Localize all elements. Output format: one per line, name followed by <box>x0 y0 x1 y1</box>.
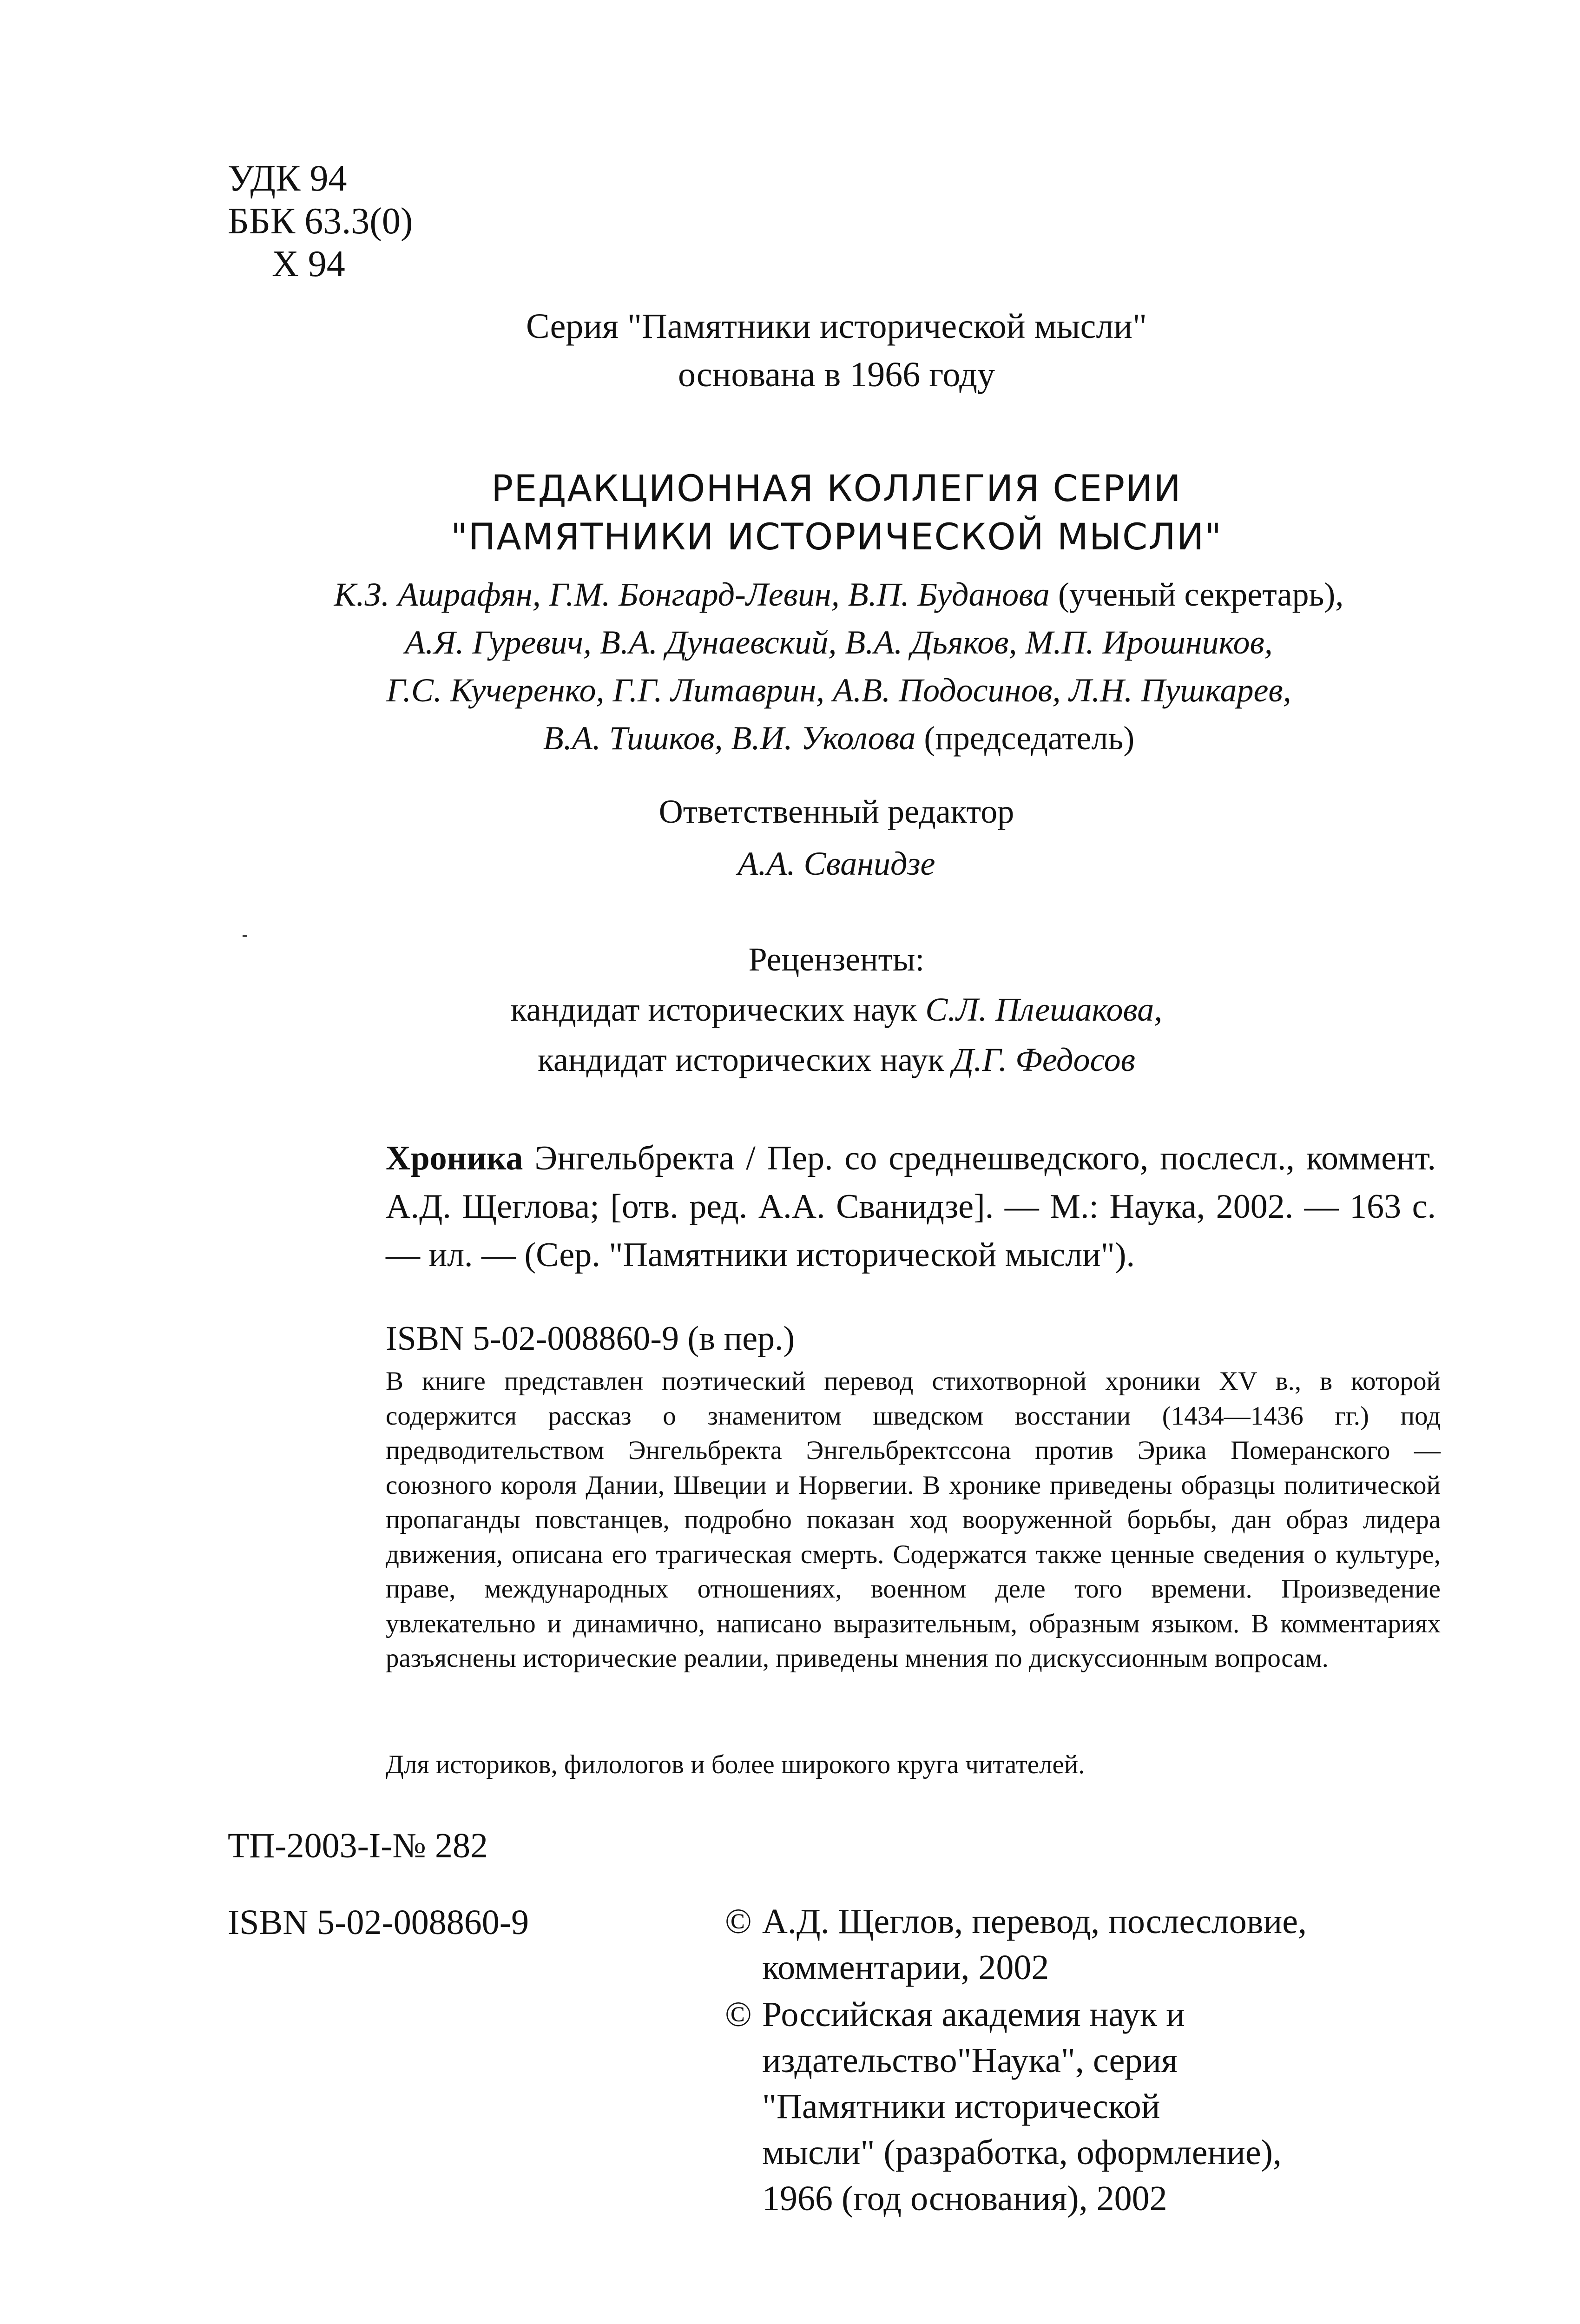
members-line-4 <box>218 714 1459 762</box>
series-line-2: основана в 1966 году <box>678 355 995 394</box>
series-line-1: Серия "Памятники исторической мысли" <box>526 307 1147 346</box>
editor-name: А.А. Сванидзе <box>737 845 935 882</box>
bibliographic-description <box>386 1134 1436 1279</box>
annotation-text: В книге представлен поэтический перевод стихотворной хроники XV в., в которой содержится рассказ о знаменитом шведском восстании (1434—1436 гг.) под предводительством Энгельбректа Энгельбректссона против Эрика Померанского — союзного короля Дании, Швеции и Норвегии. В хронике приведены образцы политической пропаганды повстанцев, подробно показан ход вооруженной борьбы, дан образ лидера движения, описана его трагическая смерть. Содержатся также ценные сведения о культуре, праве, международных отношениях, военном деле того времени. Произведение увлекательно и динамично, написано выразительным, образным языком. В комментариях разъяснены исторические реалии, приведены мнения по дискуссионным вопросам. <box>386 1367 1441 1673</box>
members-line-2: А.Я. Гуревич, В.А. Дунаевский, В.А. Дьяков, М.П. Ирошников, <box>405 624 1273 661</box>
members-role-4: (председатель) <box>915 720 1135 757</box>
copyright-1-line-2: комментарии, 2002 <box>762 1948 1049 1987</box>
book-title: Хроника <box>386 1139 523 1177</box>
editorial-board-title-1: РЕДАКЦИОННАЯ КОЛЛЕГИЯ СЕРИИ <box>491 468 1182 510</box>
editorial-board-title-2: "ПАМЯТНИКИ ИСТОРИЧЕСКОЙ МЫСЛИ" <box>450 516 1223 558</box>
udk-code: УДК 94 <box>228 158 347 199</box>
copyright-symbol-2: © <box>725 1995 752 2034</box>
isbn-binding: ISBN 5-02-008860-9 (в пер.) <box>386 1320 795 1358</box>
reviewer-2-prefix: кандидат исторических наук <box>538 1041 953 1078</box>
reviewer-2-name: Д.Г. Федосов <box>952 1041 1135 1078</box>
responsible-editor <box>325 786 1348 890</box>
copyright-symbol-1: © <box>725 1902 752 1941</box>
isbn-bottom: ISBN 5-02-008860-9 <box>228 1903 529 1942</box>
reviewers <box>325 934 1348 1085</box>
copyright-2-line-3: "Памятники исторической <box>762 2087 1160 2126</box>
bbk-code: ББК 63.3(0) <box>228 201 413 242</box>
copyright-2-line-1: Российская академия наук и <box>762 1995 1185 2034</box>
copyright-academy <box>725 1992 1468 2222</box>
members-line-3: Г.С. Кучеренко, Г.Г. Литаврин, А.В. Подосинов, Л.Н. Пушкарев, <box>386 672 1291 709</box>
author-mark: Х 94 <box>272 244 345 284</box>
copyright-2-line-4: мысли" (разработка, оформление), <box>762 2133 1282 2172</box>
members-names-4: В.А. Тишков, В.И. Уколова <box>543 720 916 757</box>
members-role-1: (ученый секретарь), <box>1049 576 1344 613</box>
stray-mark <box>243 935 247 937</box>
reviewers-label: Рецензенты: <box>748 941 925 978</box>
series-note <box>325 302 1348 399</box>
audience-note: Для историков, филологов и более широкого круга читателей. <box>386 1750 1085 1779</box>
editorial-board-heading <box>325 465 1348 561</box>
editor-label: Ответственный редактор <box>658 793 1014 830</box>
copyright-2-line-5: 1966 (год основания), 2002 <box>762 2179 1167 2218</box>
plan-number: ТП-2003-I-№ 282 <box>228 1826 488 1865</box>
reviewer-1 <box>325 984 1348 1035</box>
members-names-1: К.З. Ашрафян, Г.М. Бонгард-Левин, В.П. Буданова <box>334 576 1050 613</box>
copyright-2-line-2: издательство"Наука", серия <box>762 2041 1178 2080</box>
members-line-1 <box>218 571 1459 619</box>
reviewer-2 <box>325 1035 1348 1085</box>
copyright-1-line-1: А.Д. Щеглов, перевод, послесловие, <box>762 1902 1307 1941</box>
copyright-translator <box>725 1899 1468 1991</box>
bibliographic-rest: Энгельбректа / Пер. со среднешведского, послесл., коммент. А.Д. Щеглова; [отв. ред. А.А. Сванидзе]. — М.: Наука, 2002. — 163 с. — ил. — (Сер. "Памятники исторической мысли"). <box>386 1139 1436 1274</box>
reviewer-1-prefix: кандидат исторических наук <box>510 991 926 1028</box>
reviewer-1-name: С.Л. Плешакова, <box>925 991 1163 1028</box>
editorial-board-members <box>218 571 1459 762</box>
